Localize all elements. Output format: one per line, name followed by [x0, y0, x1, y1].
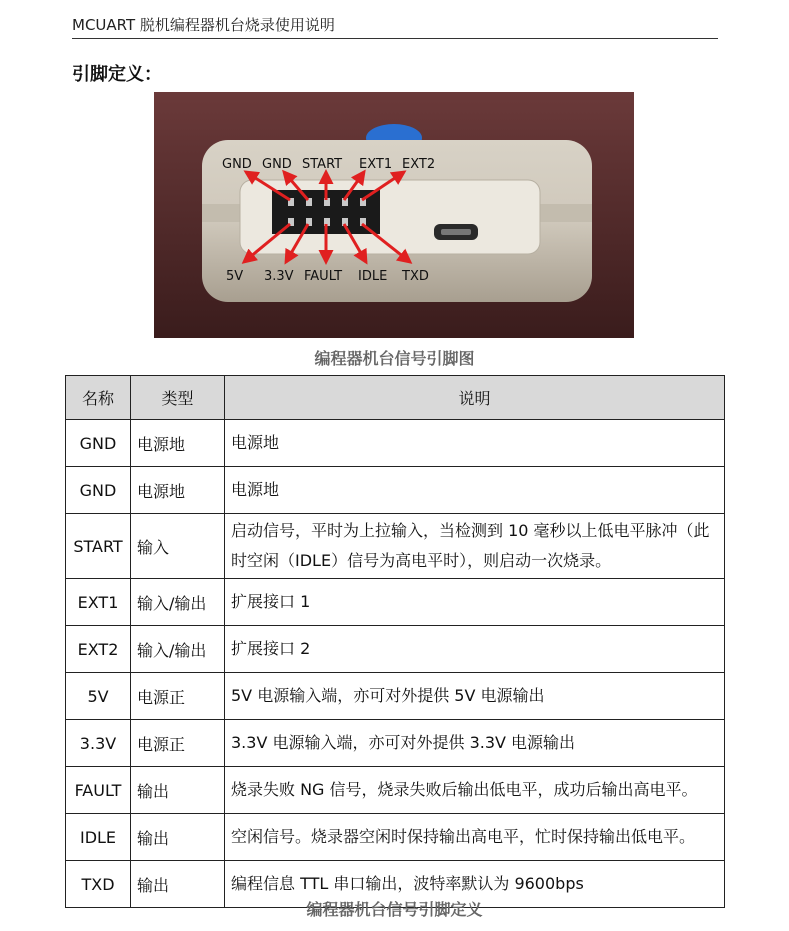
- pin-description: 编程信息 TTL 串口输出，波特率默认为 9600bps: [225, 861, 725, 908]
- pin-name: FAULT: [66, 767, 131, 814]
- pin-name: 5V: [66, 673, 131, 720]
- header-name: 名称: [66, 376, 131, 420]
- table-row: [66, 720, 725, 767]
- table-row: [66, 626, 725, 673]
- pin-name: TXD: [66, 861, 131, 908]
- pin-description: 5V 电源输入端，亦可对外提供 5V 电源输出: [225, 673, 725, 720]
- pin-type: 电源正: [131, 720, 225, 767]
- pin-name: EXT2: [66, 626, 131, 673]
- figure-caption: 编程器机台信号引脚图: [314, 349, 475, 368]
- pin-name: EXT1: [66, 579, 131, 626]
- pin-label-top-1: GND: [222, 157, 252, 172]
- pin-label-top-2: GND: [262, 157, 292, 172]
- table-row: [66, 420, 725, 467]
- header-description: 说明: [225, 376, 725, 420]
- pin-label-bottom-3: FAULT: [304, 269, 343, 284]
- pin-label-top-5: EXT2: [402, 157, 436, 172]
- pin-type: 输入/输出: [131, 579, 225, 626]
- table-row: [66, 467, 725, 514]
- pin-name: IDLE: [66, 814, 131, 861]
- pin-label-bottom-2: 3.3V: [264, 269, 294, 284]
- pin-name: GND: [66, 467, 131, 514]
- pin-type: 输入: [131, 514, 225, 579]
- header-type: 类型: [131, 376, 225, 420]
- device-pinout-photo: [154, 92, 634, 338]
- pin-type: 电源地: [131, 467, 225, 514]
- pin-label-bottom-4: IDLE: [358, 269, 388, 284]
- pin-description: 空闲信号。烧录器空闲时保持输出高电平，忙时保持输出低电平。: [225, 814, 725, 861]
- pin-label-bottom-1: 5V: [226, 269, 244, 284]
- table-row: [66, 673, 725, 720]
- pin-type: 电源正: [131, 673, 225, 720]
- pin-label-top-4: EXT1: [359, 157, 393, 172]
- pin-type: 输出: [131, 767, 225, 814]
- table-row: [66, 767, 725, 814]
- document-header: MCUART 脱机编程器机台烧录使用说明: [72, 14, 718, 39]
- pin-label-bottom-5: TXD: [402, 269, 429, 284]
- pin-description: 烧录失败 NG 信号，烧录失败后输出低电平，成功后输出高电平。: [225, 767, 725, 814]
- pin-description: 扩展接口 2: [225, 626, 725, 673]
- section-title: 引脚定义：: [72, 64, 162, 85]
- pin-description: 电源地: [225, 420, 725, 467]
- table-row: [66, 514, 725, 579]
- pin-definition-table: [65, 375, 725, 908]
- table-row: [66, 579, 725, 626]
- pin-name: GND: [66, 420, 131, 467]
- pin-type: 输入/输出: [131, 626, 225, 673]
- pin-type: 电源地: [131, 420, 225, 467]
- table-caption: 编程器机台信号引脚定义: [306, 900, 483, 919]
- pin-label-top-3: START: [302, 157, 343, 172]
- table-header-row: [66, 376, 725, 420]
- pin-description: 电源地: [225, 467, 725, 514]
- pin-type: 输出: [131, 814, 225, 861]
- table-row: [66, 814, 725, 861]
- pin-name: 3.3V: [66, 720, 131, 767]
- pin-description: 启动信号，平时为上拉输入，当检测到 10 毫秒以上低电平脉冲（此时空闲（IDLE）信号为高电平时），则启动一次烧录。: [225, 514, 725, 579]
- pin-type: 输出: [131, 861, 225, 908]
- pin-description: 3.3V 电源输入端，亦可对外提供 3.3V 电源输出: [225, 720, 725, 767]
- pin-description: 扩展接口 1: [225, 579, 725, 626]
- pin-name: START: [66, 514, 131, 579]
